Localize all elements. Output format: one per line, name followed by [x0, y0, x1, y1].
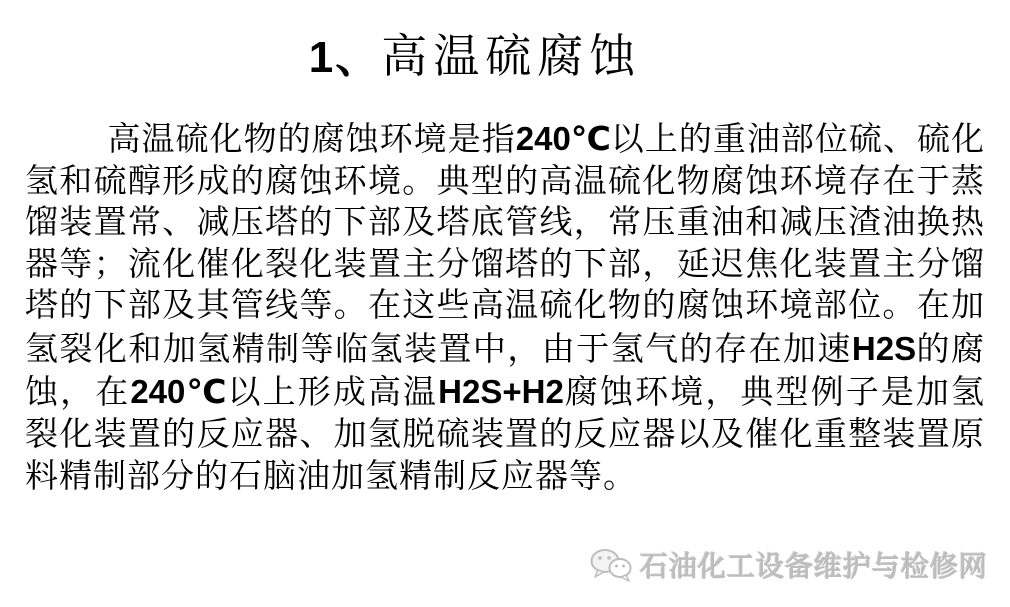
body-segment: 腐蚀环境，典型例子是加氢裂化装置的反应器、加氢脱硫装置的反应器以及催化重整装置原料精制部分的石脑油加氢精制反应器等。 — [25, 375, 986, 495]
body-paragraph — [25, 118, 985, 498]
chemical-formula-h2s: H2S — [851, 329, 917, 367]
watermark-text: 石油化工设备维护与检修网 — [639, 552, 988, 583]
body-segment: 以上形成高温 — [227, 375, 439, 412]
watermark — [590, 545, 988, 585]
temperature-value: 240℃ — [515, 120, 611, 157]
title-number: 1、 — [308, 33, 382, 82]
body-segment: 以上的重油部位硫、硫化氢和硫醇形成的腐蚀环境。典型的高温硫化物腐蚀环境存在于蒸馏装置常、减压塔的下部及塔底管线，常压重油和减压渣油换热器等；流化催化裂化装置主分馏塔的下部，延迟焦化装置主分馏塔的下部及其管线等。在这些高温硫化物的腐蚀环境部位。在加氢裂化和加氢精制等临氢装置中，由于氢气的存在加速 — [25, 122, 985, 368]
slide-title — [0, 20, 980, 86]
body-segment: 高温硫化物的腐蚀环境是指 — [107, 122, 516, 158]
chemical-formula-h2s-h2: H2S+H2 — [438, 373, 564, 411]
wechat-icon — [590, 547, 632, 583]
temperature-value: 240℃ — [130, 373, 228, 411]
body-segment: 的腐蚀，在 — [25, 331, 986, 412]
title-text: 高温硫腐蚀 — [381, 31, 642, 82]
